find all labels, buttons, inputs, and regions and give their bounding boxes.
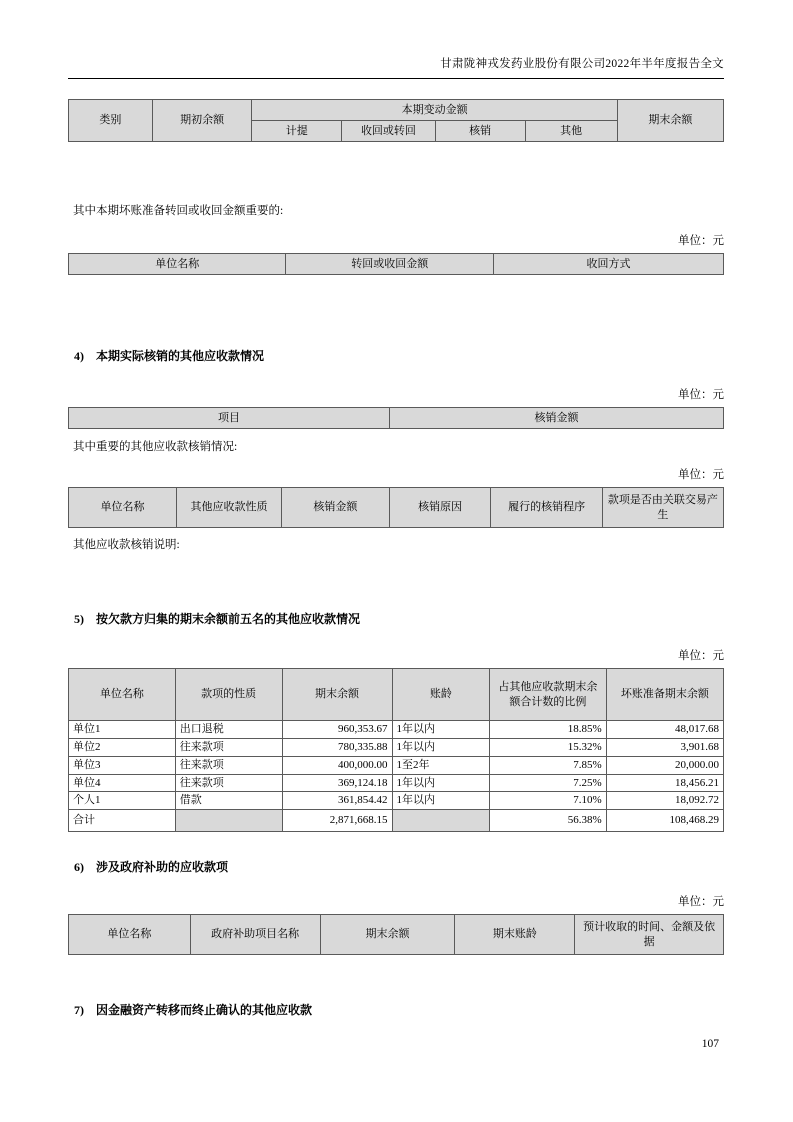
column-header: 项目 xyxy=(69,408,390,429)
writeoff-summary-table xyxy=(68,407,724,429)
table-header-row xyxy=(69,100,724,121)
document-header: 甘肃陇神戎发药业股份有限公司2022年半年度报告全文 xyxy=(68,55,724,79)
table-cell: 借款 xyxy=(175,792,282,810)
column-header: 期末账龄 xyxy=(455,915,575,955)
page-number: 107 xyxy=(701,1038,719,1050)
table-cell: 1年以内 xyxy=(392,774,490,792)
column-header: 收回或转回 xyxy=(342,121,436,142)
section-5-heading xyxy=(68,610,724,627)
section-6-heading xyxy=(68,858,724,875)
column-header-group: 本期变动金额 xyxy=(252,100,617,121)
government-grant-table xyxy=(68,914,724,955)
column-header: 收回方式 xyxy=(494,254,724,275)
column-header: 预计收取的时间、金额及依据 xyxy=(575,915,724,955)
table-cell: 往来款项 xyxy=(175,738,282,756)
bad-debt-change-table xyxy=(68,99,724,142)
column-header: 期末余额 xyxy=(617,100,723,142)
column-header: 转回或收回金额 xyxy=(286,254,494,275)
column-header: 单位名称 xyxy=(69,254,286,275)
note-writeoff-explain: 其他应收款核销说明: xyxy=(73,539,180,551)
table-cell: 往来款项 xyxy=(175,756,282,774)
table-cell: 400,000.00 xyxy=(282,756,392,774)
column-header: 政府补助项目名称 xyxy=(190,915,320,955)
table-cell xyxy=(175,810,282,832)
section-number: 6) xyxy=(74,860,84,875)
table-cell: 7.10% xyxy=(490,792,607,810)
table-cell: 18,456.21 xyxy=(606,774,723,792)
table-header-row xyxy=(69,254,724,275)
table-row xyxy=(69,721,724,739)
table-header-row xyxy=(69,408,724,429)
section-7-heading xyxy=(68,1001,724,1018)
note-recover-important: 其中本期坏账准备转回或收回金额重要的: xyxy=(73,205,284,217)
unit-label: 单位：元 xyxy=(678,896,724,909)
section-number: 4) xyxy=(74,349,84,363)
column-header: 履行的核销程序 xyxy=(491,488,602,528)
table-cell: 1年以内 xyxy=(392,721,490,739)
table-total-row xyxy=(69,810,724,832)
unit-label: 单位：元 xyxy=(678,235,724,247)
table-cell: 个人1 xyxy=(69,792,176,810)
table-row xyxy=(69,738,724,756)
table-cell: 2,871,668.15 xyxy=(282,810,392,832)
column-header: 款项是否由关联交易产生 xyxy=(602,488,723,528)
column-header: 坏账准备期末余额 xyxy=(606,669,723,721)
column-header: 单位名称 xyxy=(69,669,176,721)
column-header: 期初余额 xyxy=(152,100,252,142)
table-cell: 18,092.72 xyxy=(606,792,723,810)
column-header: 占其他应收款期末余额合计数的比例 xyxy=(490,669,607,721)
section-number: 7) xyxy=(74,1003,84,1018)
table-cell: 56.38% xyxy=(490,810,607,832)
table-cell: 48,017.68 xyxy=(606,721,723,739)
table-cell: 20,000.00 xyxy=(606,756,723,774)
column-header: 其他 xyxy=(525,121,617,142)
section-title: 按欠款方归集的期末余额前五名的其他应收款情况 xyxy=(96,612,361,626)
unit-label: 单位：元 xyxy=(678,389,724,401)
column-header: 核销 xyxy=(435,121,525,142)
column-header: 账龄 xyxy=(392,669,490,721)
section-title: 本期实际核销的其他应收款情况 xyxy=(96,349,265,363)
table-cell: 7.25% xyxy=(490,774,607,792)
column-header: 单位名称 xyxy=(69,915,191,955)
column-header: 款项的性质 xyxy=(175,669,282,721)
column-header: 单位名称 xyxy=(69,488,177,528)
table-cell: 7.85% xyxy=(490,756,607,774)
column-header: 期末余额 xyxy=(320,915,455,955)
table-cell: 单位4 xyxy=(69,774,176,792)
section-title: 因金融资产转移而终止确认的其他应收款 xyxy=(96,1003,313,1018)
table-cell: 108,468.29 xyxy=(606,810,723,832)
table-header-row xyxy=(69,915,724,955)
note-writeoff-important: 其中重要的其他应收款核销情况: xyxy=(73,441,238,453)
table-cell: 往来款项 xyxy=(175,774,282,792)
table-cell: 单位3 xyxy=(69,756,176,774)
unit-label: 单位：元 xyxy=(678,469,724,481)
column-header: 核销金额 xyxy=(281,488,389,528)
table-cell: 单位1 xyxy=(69,721,176,739)
column-header: 类别 xyxy=(69,100,153,142)
section-4-heading xyxy=(68,347,724,364)
column-header: 计提 xyxy=(252,121,342,142)
table-row xyxy=(69,792,724,810)
table-cell: 1年以内 xyxy=(392,792,490,810)
top-five-receivables-table xyxy=(68,668,724,832)
column-header: 其他应收款性质 xyxy=(177,488,282,528)
table-cell: 单位2 xyxy=(69,738,176,756)
table-cell: 1年以内 xyxy=(392,738,490,756)
table-row xyxy=(69,756,724,774)
table-cell: 1至2年 xyxy=(392,756,490,774)
table-cell: 369,124.18 xyxy=(282,774,392,792)
table-cell: 合计 xyxy=(69,810,176,832)
table-cell: 15.32% xyxy=(490,738,607,756)
table-cell: 361,854.42 xyxy=(282,792,392,810)
table-cell: 18.85% xyxy=(490,721,607,739)
table-cell: 出口退税 xyxy=(175,721,282,739)
table-cell: 780,335.88 xyxy=(282,738,392,756)
unit-label: 单位：元 xyxy=(678,650,724,662)
column-header: 核销金额 xyxy=(389,408,723,429)
column-header: 期末余额 xyxy=(282,669,392,721)
table-cell: 3,901.68 xyxy=(606,738,723,756)
table-cell xyxy=(392,810,490,832)
table-header-row xyxy=(69,488,724,528)
section-title: 涉及政府补助的应收款项 xyxy=(96,860,229,875)
important-writeoff-table xyxy=(68,487,724,528)
column-header: 核销原因 xyxy=(389,488,491,528)
table-cell: 960,353.67 xyxy=(282,721,392,739)
recover-table xyxy=(68,253,724,275)
section-number: 5) xyxy=(74,612,84,626)
table-header-row xyxy=(69,669,724,721)
table-row xyxy=(69,774,724,792)
